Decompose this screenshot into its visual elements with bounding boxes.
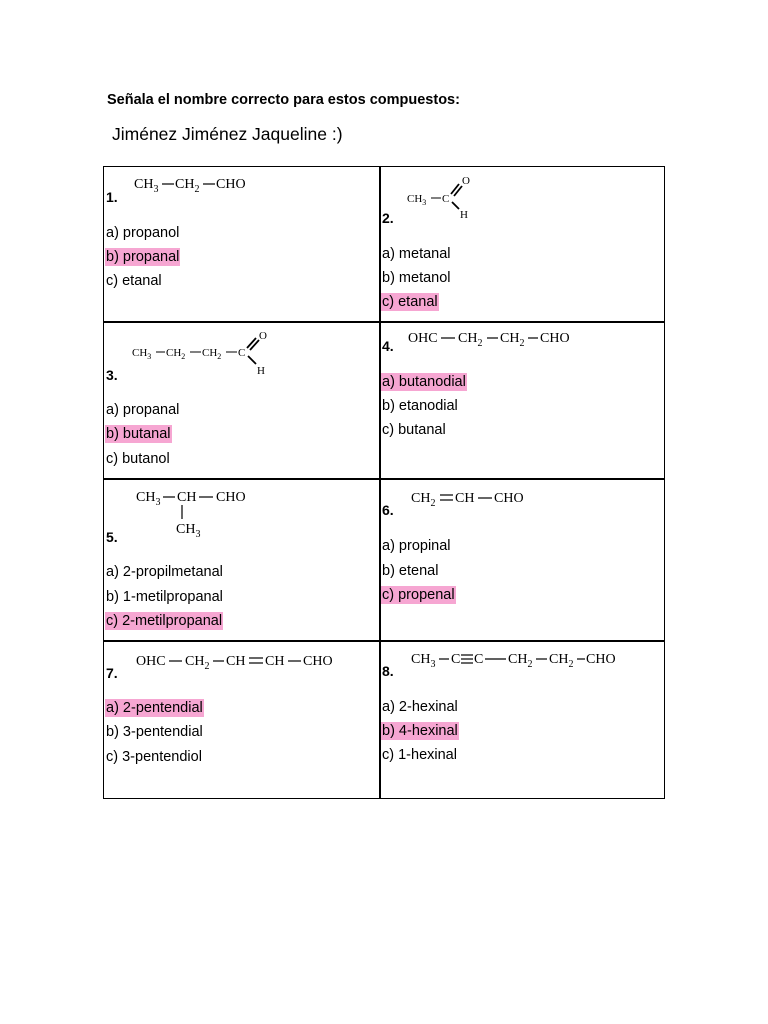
svg-text:CH3: [132, 347, 151, 361]
question-3-option-b[interactable]: b) butanal: [106, 426, 171, 442]
svg-text:CH2: [508, 652, 532, 670]
question-7-number: 7.: [106, 665, 118, 681]
question-5-option-b[interactable]: b) 1-metilpropanal: [106, 589, 223, 605]
question-8-option-c[interactable]: c) 1-hexinal: [382, 747, 457, 763]
formula-atom: CH: [411, 491, 431, 506]
question-5-option-c[interactable]: c) 2-metilpropanal: [106, 613, 223, 629]
svg-text:CH2: [202, 347, 221, 361]
formula-atom: CH: [455, 491, 475, 506]
question-5-option-a[interactable]: a) 2-propilmetanal: [106, 564, 223, 580]
question-1-number: 1.: [106, 189, 118, 205]
formula-atom: C: [451, 652, 461, 667]
svg-text:CH3: [407, 193, 426, 207]
svg-text:CH3: [134, 177, 158, 195]
author-name: Jiménez Jiménez Jaqueline :): [112, 124, 343, 144]
formula-atom: O: [259, 330, 267, 342]
formula-atom: CH: [176, 522, 196, 537]
formula-subscript: 2: [477, 338, 483, 349]
question-3-number: 3.: [106, 367, 118, 383]
question-2-option-b[interactable]: b) metanol: [382, 270, 451, 286]
question-4-option-b[interactable]: b) etanodial: [382, 398, 458, 414]
question-3-option-a[interactable]: a) propanal: [106, 402, 180, 418]
formula-atom: CH: [136, 490, 156, 505]
question-1-option-c[interactable]: c) etanal: [106, 273, 162, 289]
formula-group: CHO: [216, 490, 246, 505]
question-6-option-a[interactable]: a) propinal: [382, 538, 451, 554]
formula-group: CHO: [216, 177, 246, 192]
question-4-option-a[interactable]: a) butanodial: [382, 374, 466, 390]
formula-subscript: 3: [422, 198, 427, 207]
question-1-formula: [134, 172, 264, 203]
question-4-option-c[interactable]: c) butanal: [382, 422, 446, 438]
formula-atom: CH: [458, 331, 478, 346]
table-row-divider: [103, 478, 665, 480]
question-8-option-a[interactable]: a) 2-hexinal: [382, 699, 458, 715]
formula-atom: CH: [185, 654, 205, 669]
question-6-number: 6.: [382, 502, 394, 518]
formula-atom: CH: [175, 177, 195, 192]
question-5-formula: [136, 484, 261, 549]
formula-subscript: 2: [527, 659, 533, 670]
formula-atom: H: [257, 365, 265, 377]
formula-atom: C: [442, 193, 450, 205]
formula-atom: CH: [265, 654, 285, 669]
question-6-option-c[interactable]: c) propenal: [382, 587, 455, 603]
svg-text:CH2: [549, 652, 573, 670]
formula-atom: CH: [500, 331, 520, 346]
formula-subscript: 2: [519, 338, 525, 349]
formula-subscript: 3: [153, 184, 159, 195]
formula-atom: CH: [177, 490, 197, 505]
question-2-option-a[interactable]: a) metanal: [382, 246, 451, 262]
formula-atom: C: [474, 652, 484, 667]
question-3-option-c[interactable]: c) butanol: [106, 451, 170, 467]
svg-text:CH2: [458, 331, 482, 349]
formula-subscript: 2: [217, 352, 222, 361]
formula-group: CHO: [494, 491, 524, 506]
formula-subscript: 3: [430, 659, 436, 670]
formula-subscript: 2: [181, 352, 186, 361]
question-1-option-a[interactable]: a) propanol: [106, 225, 180, 241]
question-6-formula: [411, 486, 536, 519]
formula-group: OHC: [408, 331, 438, 346]
svg-text:CH2: [411, 491, 435, 509]
formula-atom: CH: [166, 347, 182, 359]
question-3-formula: [132, 326, 277, 383]
question-7-option-a[interactable]: a) 2-pentendial: [106, 700, 203, 716]
svg-text:CH3: [411, 652, 435, 670]
question-7-option-c[interactable]: c) 3-pentendiol: [106, 749, 202, 765]
question-2-formula: [407, 174, 482, 229]
svg-text:CH3: [176, 522, 200, 540]
formula-subscript: 2: [430, 498, 436, 509]
formula-atom: CH: [508, 652, 528, 667]
formula-atom: C: [238, 347, 246, 359]
table-row-divider: [103, 321, 665, 323]
formula-group: CHO: [586, 652, 616, 667]
formula-group: CHO: [540, 331, 570, 346]
formula-atom: CH: [134, 177, 154, 192]
question-8-formula: [411, 647, 626, 680]
question-2-number: 2.: [382, 210, 394, 226]
question-8-option-b[interactable]: b) 4-hexinal: [382, 723, 458, 739]
formula-subscript: 2: [204, 661, 210, 672]
table-row-divider: [103, 640, 665, 642]
formula-group: CHO: [303, 654, 333, 669]
instruction-heading: Señala el nombre correcto para estos compuestos:: [107, 92, 460, 108]
svg-text:CH3: [136, 490, 160, 508]
formula-atom: CH: [407, 193, 423, 205]
formula-atom: CH: [411, 652, 431, 667]
formula-subscript: 3: [155, 497, 161, 508]
svg-text:CH2: [185, 654, 209, 672]
question-7-formula: [136, 649, 341, 682]
question-6-option-b[interactable]: b) etenal: [382, 563, 439, 579]
svg-text:CH2: [500, 331, 524, 349]
formula-group: OHC: [136, 654, 166, 669]
question-4-formula: [408, 326, 578, 359]
formula-atom: H: [460, 209, 468, 221]
formula-atom: CH: [202, 347, 218, 359]
question-4-number: 4.: [382, 338, 394, 354]
question-1-option-b[interactable]: b) propanal: [106, 249, 180, 265]
svg-text:CH2: [175, 177, 199, 195]
question-5-number: 5.: [106, 529, 118, 545]
formula-subscript: 3: [195, 529, 201, 540]
formula-subscript: 3: [147, 352, 152, 361]
question-8-number: 8.: [382, 663, 394, 679]
formula-atom: CH: [132, 347, 148, 359]
formula-atom: CH: [549, 652, 569, 667]
question-7-option-b[interactable]: b) 3-pentendial: [106, 724, 203, 740]
formula-atom: O: [462, 175, 470, 187]
formula-subscript: 2: [194, 184, 200, 195]
formula-atom: CH: [226, 654, 246, 669]
svg-text:CH2: [166, 347, 185, 361]
formula-subscript: 2: [568, 659, 574, 670]
question-2-option-c[interactable]: c) etanal: [382, 294, 438, 310]
